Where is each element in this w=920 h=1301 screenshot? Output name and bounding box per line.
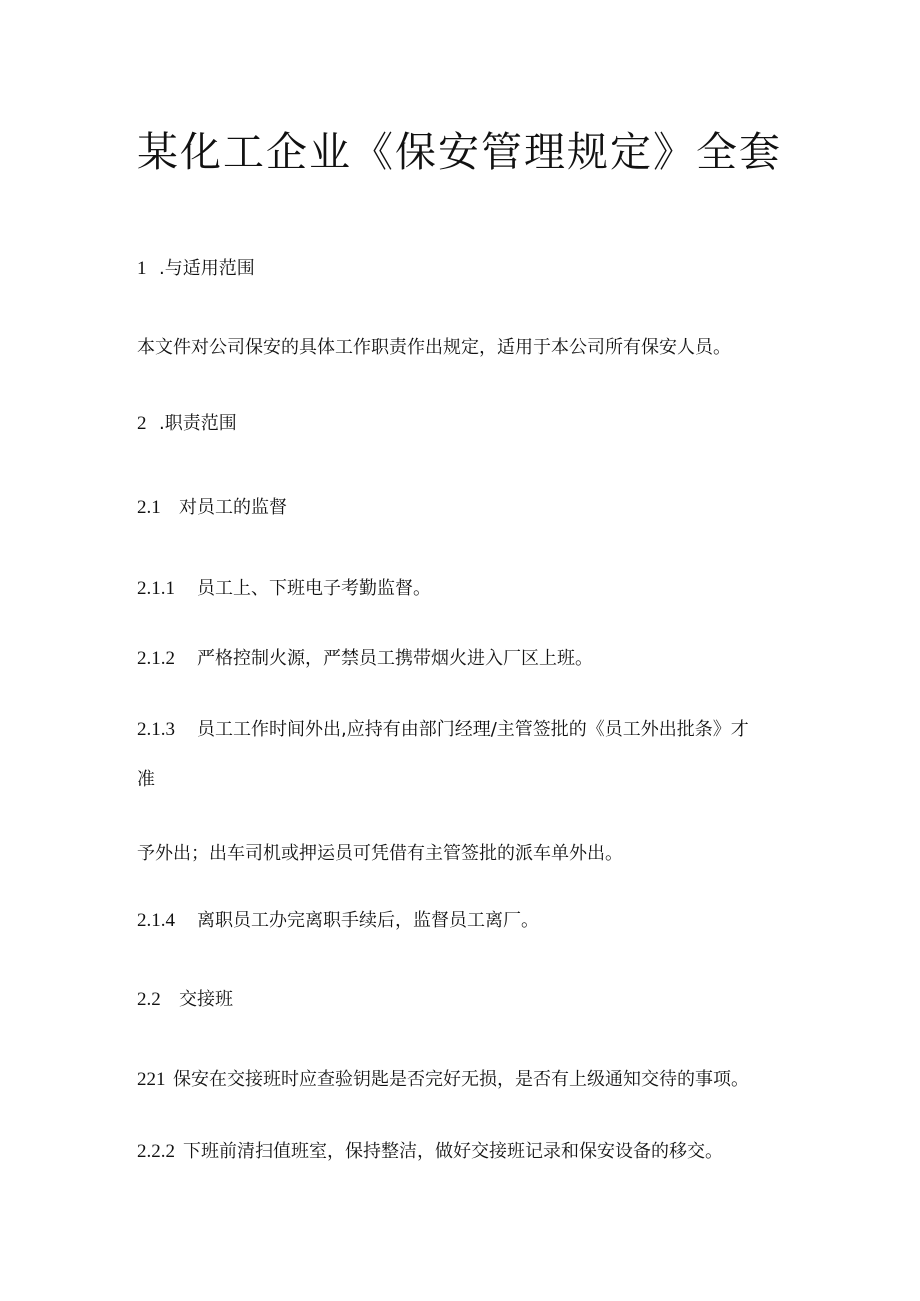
item-number: 221 [137, 1069, 166, 1090]
item-text: 准 [137, 769, 155, 790]
paragraph-text: 本文件对公司保安的具体工作职责作出规定，适用于本公司所有保安人员。 [137, 337, 731, 358]
item-text: 严格控制火源，严禁员工携带烟火进入厂区上班。 [197, 648, 593, 669]
section-number: 2 [137, 413, 147, 434]
section-text: 对员工的监督 [179, 497, 287, 518]
section-number: 1 [137, 258, 147, 279]
item-number: 2.1.1 [137, 578, 175, 599]
section-text: .与适用范围 [159, 258, 255, 279]
item-2-1-3-continued [137, 766, 155, 794]
item-2-1-1 [137, 575, 431, 603]
item-text: 员工上、下班电子考勤监督。 [197, 578, 431, 599]
section-text: 交接班 [179, 989, 233, 1010]
item-text: 予外出；出车司机或押运员可凭借有主管签批的派车单外出。 [137, 843, 623, 864]
section-2-2-heading [137, 986, 233, 1014]
item-2-2-2 [137, 1138, 723, 1166]
section-2-1-heading [137, 494, 287, 522]
item-text: 员工工作时间外出,应持有由部门经理/主管签批的《员工外出批条》才 [197, 719, 749, 740]
item-2-1-2 [137, 645, 593, 673]
item-number: 2.1.2 [137, 648, 175, 669]
document-title: 某化工企业《保安管理规定》全套 [137, 128, 782, 176]
section-text: .职责范围 [159, 413, 237, 434]
item-number: 2.2.2 [137, 1141, 175, 1162]
item-2-1-4 [137, 907, 539, 935]
item-number: 2.1.3 [137, 719, 175, 740]
item-text: 保安在交接班时应查验钥匙是否完好无损，是否有上级通知交待的事项。 [173, 1069, 749, 1090]
section-2-heading [137, 410, 237, 438]
section-1-heading [137, 255, 255, 283]
item-2-2-1 [137, 1066, 749, 1094]
item-2-1-3 [137, 716, 749, 744]
item-text: 离职员工办完离职手续后，监督员工离厂。 [197, 910, 539, 931]
section-number: 2.1 [137, 497, 161, 518]
scope-paragraph [137, 334, 731, 362]
item-2-1-3-continued-2 [137, 840, 623, 868]
item-number: 2.1.4 [137, 910, 175, 931]
item-text: 下班前清扫值班室，保持整洁，做好交接班记录和保安设备的移交。 [183, 1141, 723, 1162]
section-number: 2.2 [137, 989, 161, 1010]
